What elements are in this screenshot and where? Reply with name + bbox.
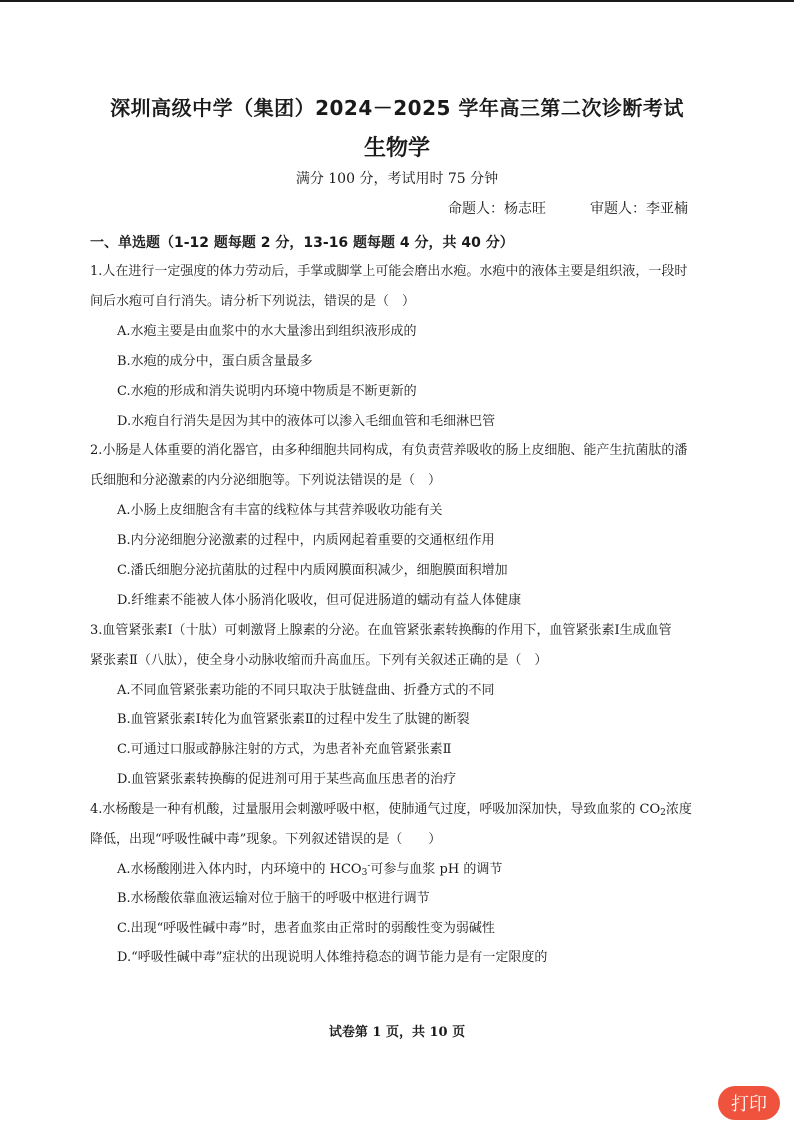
- question-1-option-c: C.水疱的形成和消失说明内环境中物质是不断更新的: [117, 384, 417, 399]
- page-footer: 试卷第 1 页，共 10 页: [328, 1025, 466, 1040]
- question-3-option-d: D.血管紧张素转换酶的促进剂可用于某些高血压患者的治疗: [117, 772, 457, 787]
- question-4-option-b: B.水杨酸依靠血液运输对位于脑干的呼吸中枢进行调节: [117, 891, 430, 906]
- question-2-option-b: B.内分泌细胞分泌激素的过程中，内质网起着重要的交通枢纽作用: [117, 533, 495, 548]
- question-3-stem-line-2: 紧张素Ⅱ（八肽），使全身小动脉收缩而升高血压。下列有关叙述正确的是（ ）: [90, 653, 548, 668]
- question-4-option-d: D.“呼吸性碱中毒”症状的出现说明人体维持稳态的调节能力是有一定限度的: [117, 950, 548, 965]
- top-border: [0, 0, 794, 2]
- question-2-option-a: A.小肠上皮细胞含有丰富的线粒体与其营养吸收功能有关: [117, 503, 443, 518]
- question-3-option-a: A.不同血管紧张素功能的不同只取决于肽链盘曲、折叠方式的不同: [117, 683, 495, 698]
- question-1-option-d: D.水疱自行消失是因为其中的液体可以渗入毛细血管和毛细淋巴管: [117, 414, 496, 429]
- question-4-stem-line-1: 4.水杨酸是一种有机酸，过量服用会刺激呼吸中枢，使肺通气过度，呼吸加深加快，导致血浆的 $CO_2$浓度: [90, 802, 692, 818]
- subject-title: 生物学: [363, 136, 430, 161]
- exam-title: 深圳高级中学（集团）2024－2025 学年高三第二次诊断考试: [110, 96, 684, 120]
- question-1-option-a: A.水疱主要是由血浆中的水大量渗出到组织液形成的: [117, 324, 417, 339]
- question-4-option-c: C.出现“呼吸性碱中毒”时，患者血浆由正常时的弱酸性变为弱碱性: [117, 921, 495, 936]
- question-4-option-a: A.水杨酸刚进入体内时，内环境中的 $HCO_3^-$可参与血浆 pH 的调节: [117, 861, 503, 878]
- question-3-stem-line-1: 3.血管紧张素Ⅰ（十肽）可刺激肾上腺素的分泌。在血管紧张素转换酶的作用下，血管紧张素Ⅰ生成血管: [90, 623, 672, 638]
- question-2-stem-line-2: 氏细胞和分泌激素的内分泌细胞等。下列说法错误的是（ ）: [90, 473, 442, 488]
- question-2-option-c: C.潘氏细胞分泌抗菌肽的过程中内质网膜面积减少，细胞膜面积增加: [117, 563, 508, 578]
- question-3-option-b: B.血管紧张素Ⅰ转化为血管紧张素Ⅱ的过程中发生了肽键的断裂: [117, 712, 470, 727]
- score-info: 满分 100 分，考试用时 75 分钟: [295, 171, 499, 187]
- section-title: 一、单选题（1-12 题每题 2 分，13-16 题每题 4 分，共 40 分）: [90, 235, 514, 251]
- question-1-stem-line-2: 间后水疱可自行消失。请分析下列说法，错误的是（ ）: [90, 294, 416, 309]
- question-4-stem-line-2: 降低，出现“呼吸性碱中毒”现象。下列叙述错误的是（ ）: [90, 832, 442, 847]
- author-info: [448, 198, 688, 218]
- print-button[interactable]: 打印: [718, 1086, 780, 1120]
- question-1-stem-line-1: 1.人在进行一定强度的体力劳动后，手掌或脚掌上可能会磨出水疱。水疱中的液体主要是组织液，一段时: [90, 264, 688, 279]
- question-1-option-b: B.水疱的成分中，蛋白质含量最多: [117, 354, 313, 369]
- reviewer: 审题人：李亚楠: [590, 201, 688, 217]
- setter: 命题人：杨志旺: [448, 201, 546, 217]
- question-2-stem-line-1: 2.小肠是人体重要的消化器官，由多种细胞共同构成，有负责营养吸收的肠上皮细胞、能产生抗菌肽的潘: [90, 443, 688, 458]
- question-2-option-d: D.纤维素不能被人体小肠消化吸收，但可促进肠道的蠕动有益人体健康: [117, 593, 522, 608]
- question-3-option-c: C.可通过口服或静脉注射的方式，为患者补充血管紧张素Ⅱ: [117, 742, 452, 757]
